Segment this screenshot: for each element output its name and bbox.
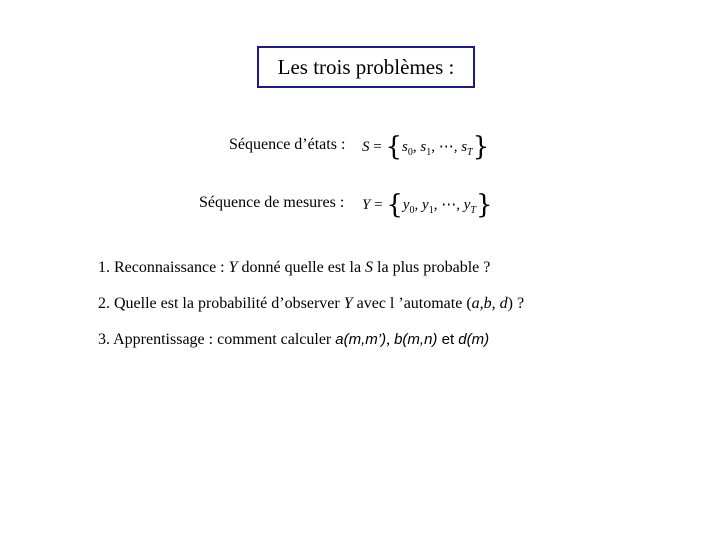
problem-2: 2. Quelle est la probabilité d’observer Y avec l ’automate (a,b, d) ? <box>98 295 525 312</box>
measures-label: Séquence de mesures : <box>199 194 345 211</box>
states-formula: $S = \{s_0$, $s_1$, ⋯, $s_T$} <box>362 132 490 162</box>
states-label: Séquence d’états : <box>229 136 346 153</box>
slide-title-box <box>257 46 475 88</box>
problem-1: 1. Reconnaissance : Y donné quelle est la S la plus probable ? <box>98 259 491 276</box>
problem-3: 3. Apprentissage : comment calculer a(m,m’), b(m,n) et d(m) <box>98 331 490 348</box>
measures-formula: $Y = \{y_0$, $y_1$, ⋯, $y_T$} <box>362 190 493 220</box>
slide-title: Les trois problèmes : <box>277 54 455 79</box>
